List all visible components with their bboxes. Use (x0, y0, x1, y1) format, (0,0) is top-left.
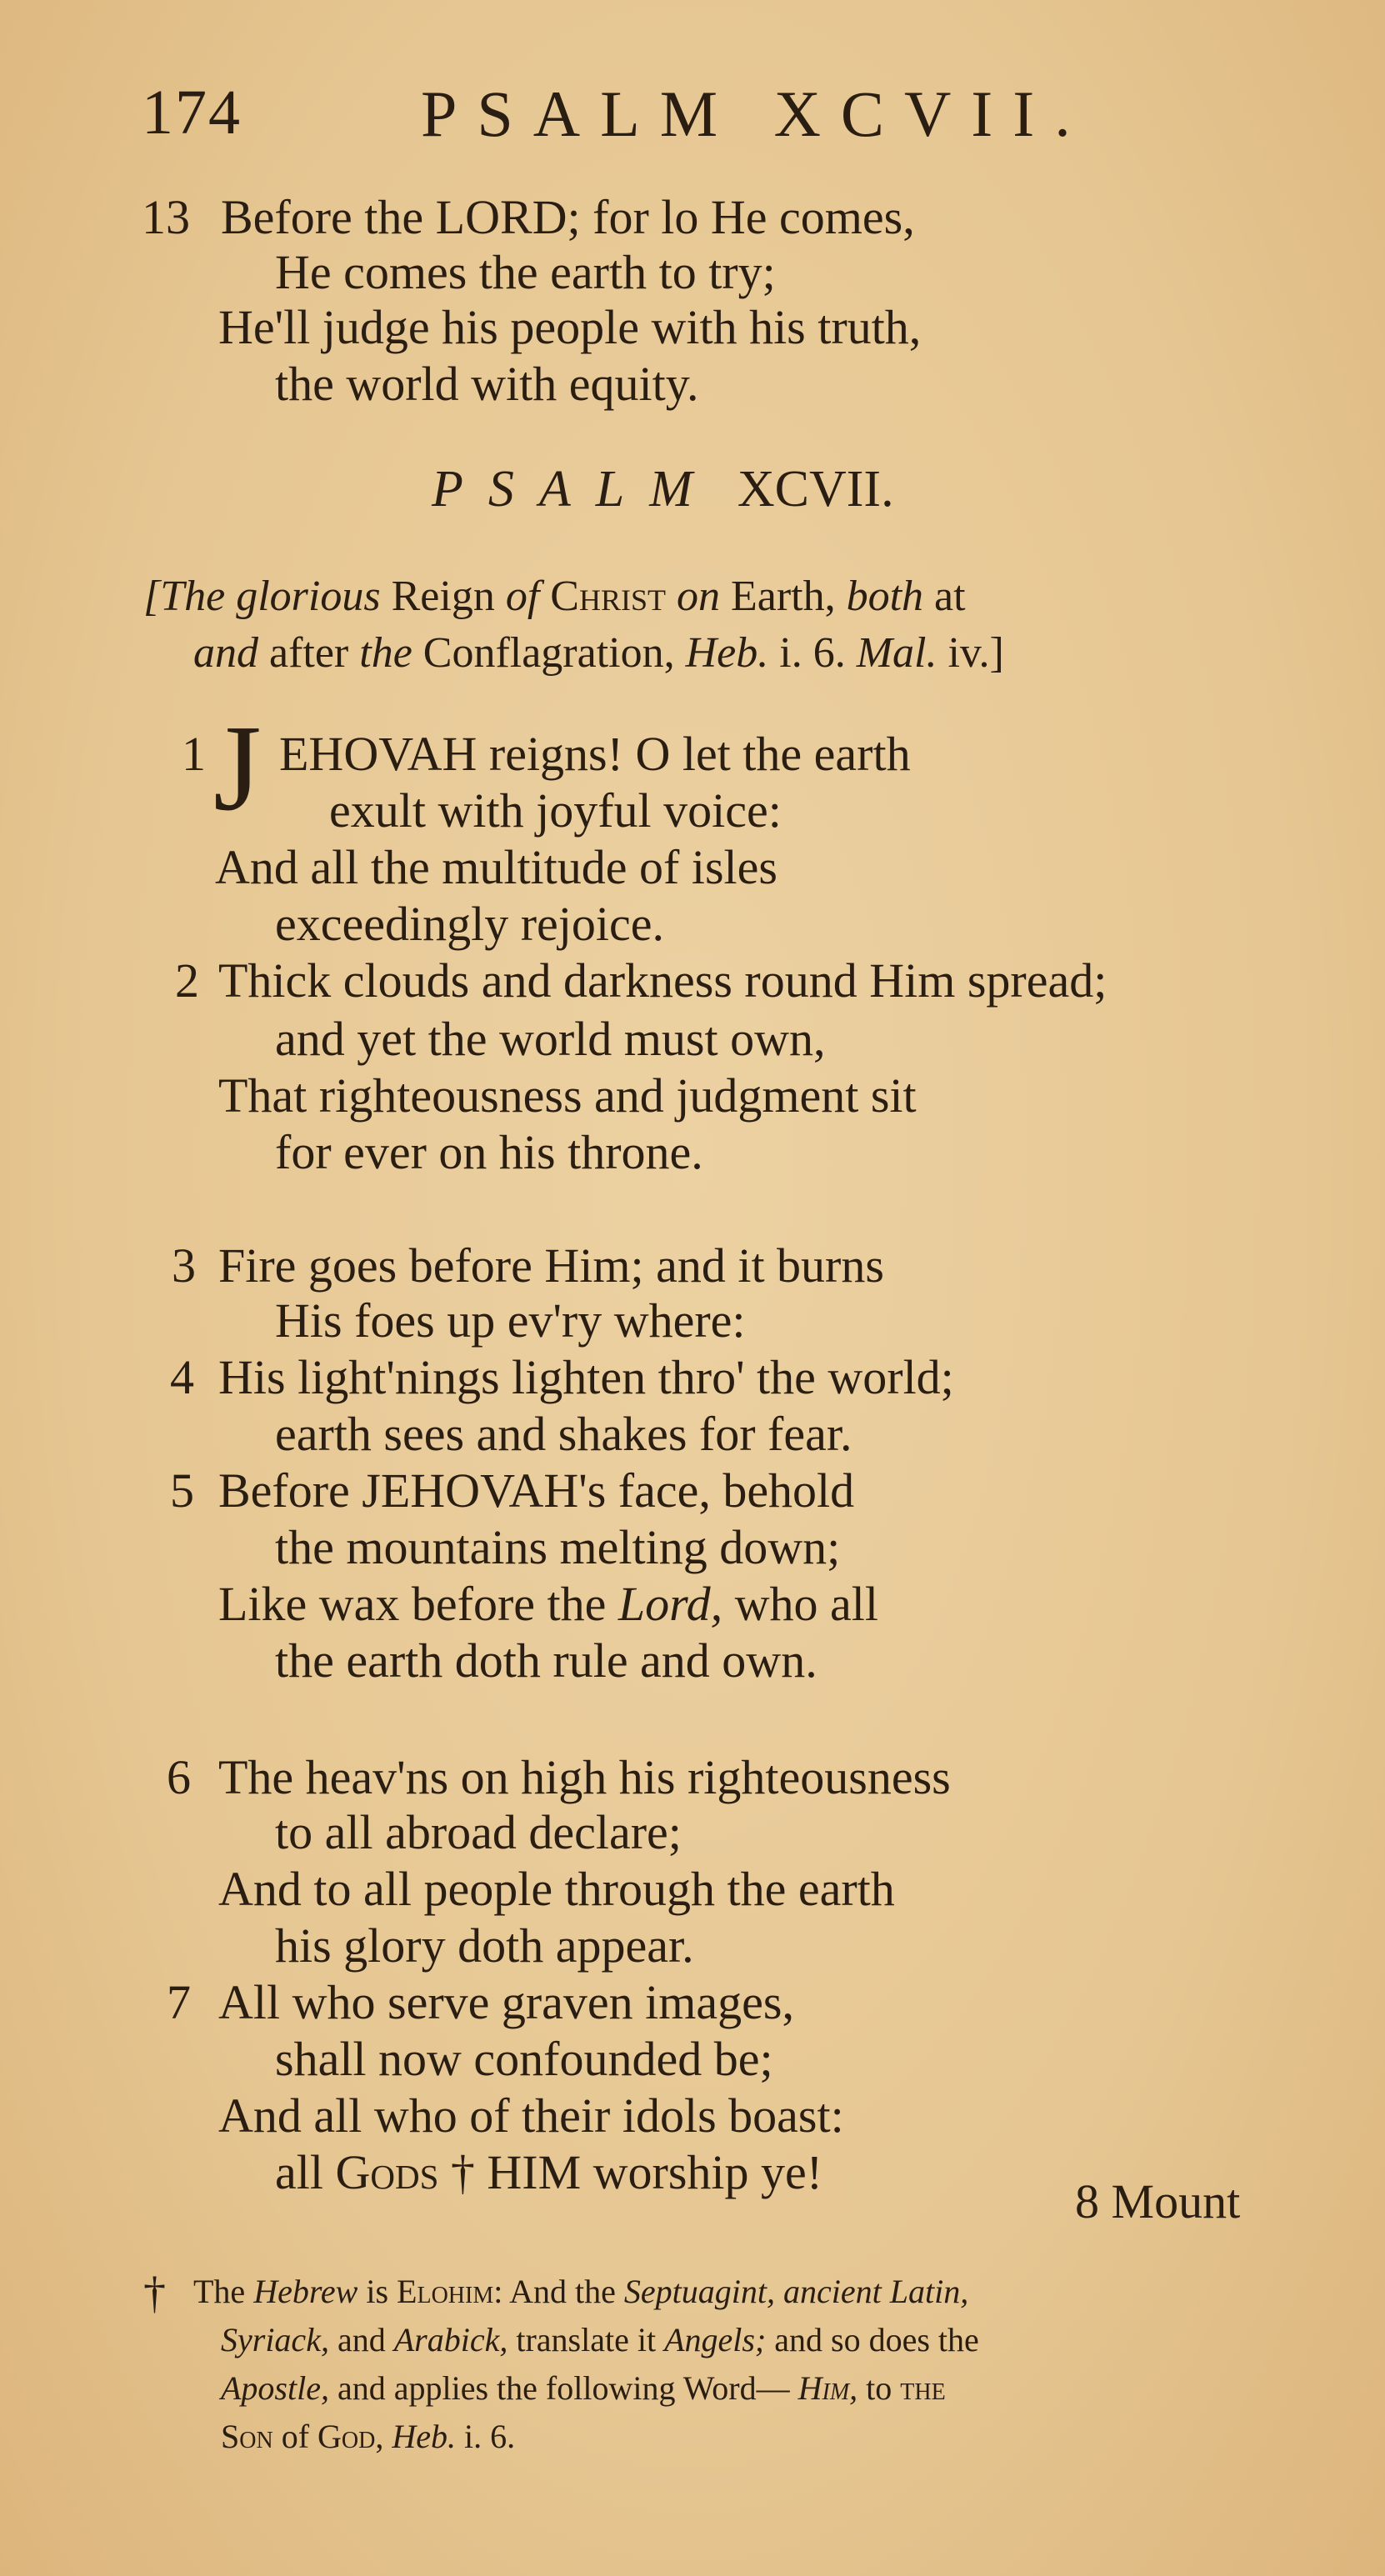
verse-5-line-4: the earth doth rule and own. (275, 1633, 818, 1688)
verse-13-line-3: He'll judge his people with his truth, (218, 300, 922, 354)
footnote-line-2: Syriack, and Arabick, translate it Angels; and so does the (221, 2321, 979, 2358)
verse-5-line-2: the mountains melting down; (275, 1520, 841, 1574)
verse-7-line-4: all Gods † HIM worship ye! (275, 2145, 823, 2199)
verse-6-line-2: to all abroad declare; (275, 1805, 682, 1859)
verse-1-line-1: EHOVAH reigns! O let the earth (279, 727, 911, 781)
verse-7-line-3: And all who of their idols boast: (218, 2088, 844, 2143)
verse-6-line-4: his glory doth appear. (275, 1918, 694, 1973)
verse-7-line-1: All who serve graven images, (218, 1975, 794, 2029)
verse-5-line-3: Like wax before the Lord, who all (218, 1577, 878, 1631)
verse-13-line-2: He comes the earth to try; (275, 245, 776, 299)
argument-line-2: and after the Conflagration, Heb. i. 6. Mal. iv.] (193, 629, 1004, 677)
verse-5-line-1: Before JEHOVAH's face, behold (218, 1463, 855, 1518)
verse-1-line-4: exceedingly rejoice. (275, 897, 664, 951)
verse-3-line-2: His foes up ev'ry where: (275, 1293, 746, 1348)
verse-number-7: 7 (167, 1975, 191, 2029)
drop-cap: J (213, 700, 262, 837)
verse-13-line-4: the world with equity. (275, 357, 699, 411)
argument-line-1: [The glorious Reign of Christ on Earth, both at (143, 573, 966, 620)
psalm-heading (432, 460, 894, 519)
running-title: PSALM XCVII. (421, 78, 1091, 150)
verse-4-line-1: His light'nings lighten thro' the world; (218, 1350, 954, 1404)
verse-1-line-3: And all the multitude of isles (215, 840, 778, 894)
verse-2-line-3: That righteousness and judgment sit (218, 1068, 917, 1123)
verse-3-line-1: Fire goes before Him; and it burns (218, 1238, 884, 1293)
catchword: 8 Mount (1075, 2174, 1241, 2228)
psalm-label: PSALM (432, 461, 718, 518)
verse-number-5: 5 (170, 1463, 194, 1518)
footnote-line-4: Son of God, Heb. i. 6. (221, 2418, 516, 2455)
verse-2-line-2: and yet the world must own, (275, 1012, 826, 1066)
footnote-line-3: Apostle, and applies the following Word— Him, to the (221, 2369, 946, 2407)
psalm-numeral: XCVII. (737, 461, 894, 518)
verse-number-13: 13 (142, 190, 190, 244)
verse-number-1: 1 (182, 727, 206, 781)
verse-number-3: 3 (172, 1238, 196, 1293)
footnote-line-1: The Hebrew is Elohim: And the Septuagint, ancient Latin, (193, 2273, 969, 2310)
verse-2-line-1: Thick clouds and darkness round Him spread; (218, 953, 1108, 1008)
verse-1-line-2: exult with joyful voice: (329, 783, 782, 838)
page-number: 174 (142, 78, 242, 148)
verse-6-line-3: And to all people through the earth (218, 1862, 895, 1916)
verse-4-line-2: earth sees and shakes for fear. (275, 1407, 852, 1461)
verse-7-line-2: shall now confounded be; (275, 2032, 773, 2086)
footnote-dagger-icon: † (143, 2268, 166, 2318)
verse-number-4: 4 (170, 1350, 194, 1404)
verse-13-line-1: Before the LORD; for lo He comes, (221, 190, 915, 244)
verse-number-2: 2 (175, 953, 199, 1008)
verse-6-line-1: The heav'ns on high his righteousness (218, 1750, 951, 1804)
verse-2-line-4: for ever on his throne. (275, 1125, 703, 1179)
verse-number-6: 6 (167, 1750, 191, 1804)
